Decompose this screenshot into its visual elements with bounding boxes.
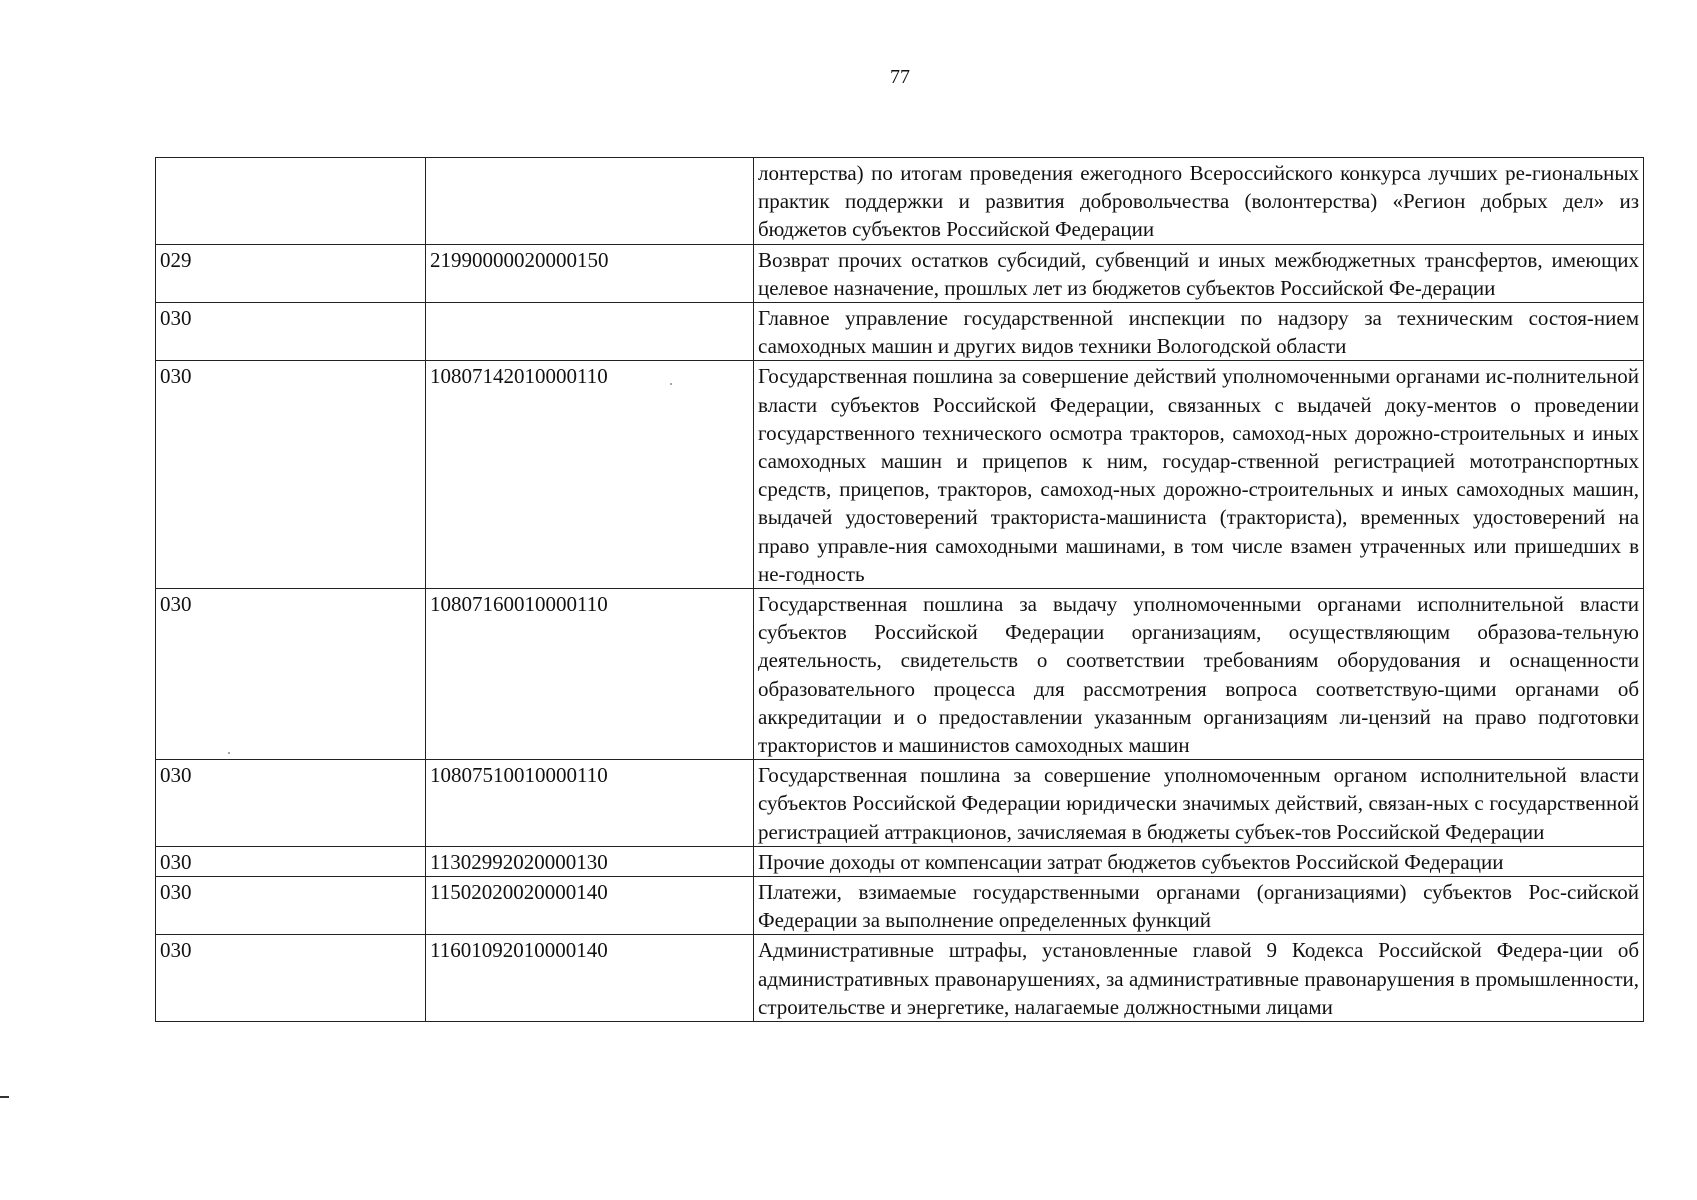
- budget-code-cell: 10807510010000110: [426, 760, 754, 847]
- description-cell: Платежи, взимаемые государственными органами (организациями) субъектов Рос-сийской Федерации за выполнение определенных функций: [754, 877, 1644, 935]
- budget-code-cell: 10807160010000110: [426, 589, 754, 760]
- table-row: [156, 935, 1644, 1022]
- description-cell: Возврат прочих остатков субсидий, субвенций и иных межбюджетных трансфертов, имеющих целевое назначение, прошлых лет из бюджетов субъектов Российской Фе-дерации: [754, 244, 1644, 302]
- scan-speck: [670, 383, 672, 385]
- admin-code-cell: 030: [156, 361, 426, 589]
- admin-code-cell: 030: [156, 935, 426, 1022]
- description-cell: Прочие доходы от компенсации затрат бюджетов субъектов Российской Федерации: [754, 846, 1644, 876]
- budget-code-table: [155, 157, 1644, 1022]
- table-row: [156, 303, 1644, 361]
- page-number: 77: [890, 66, 910, 88]
- admin-code-cell: 030: [156, 877, 426, 935]
- description-cell: Государственная пошлина за совершение действий уполномоченными органами ис-полнительной власти субъектов Российской Федерации, связанных с выдачей доку-ментов о проведении государственного технического осмотра тракторов, самоход-ных дорожно-строительных и иных самоходных машин и прицепов к ним, государ-ственной регистрацией мототранспортных средств, прицепов, тракторов, самоход-ных дорожно-строительных и иных самоходных машин, выдачей удостоверений тракториста-машиниста (тракториста), временных удостоверений на право управле-ния самоходными машинами, в том числе взамен утраченных или пришедших в не-годность: [754, 361, 1644, 589]
- admin-code-cell: [156, 158, 426, 245]
- budget-code-cell: [426, 303, 754, 361]
- admin-code-cell: 030: [156, 303, 426, 361]
- table-row: [156, 877, 1644, 935]
- budget-code-cell: 11502020020000140: [426, 877, 754, 935]
- description-cell: лонтерства) по итогам проведения ежегодного Всероссийского конкурса лучших ре-гиональных практик поддержки и развития добровольчества (волонтерства) «Регион добрых дел» из бюджетов субъектов Российской Федерации: [754, 158, 1644, 245]
- table-row: [156, 361, 1644, 589]
- margin-mark: [0, 1096, 9, 1098]
- admin-code-cell: 030: [156, 846, 426, 876]
- admin-code-cell: 030: [156, 760, 426, 847]
- description-cell: Государственная пошлина за совершение уполномоченным органом исполнительной власти субъектов Российской Федерации юридически значимых действий, связан-ных с государственной регистрацией аттракционов, зачисляемая в бюджеты субъек-тов Российской Федерации: [754, 760, 1644, 847]
- admin-code-cell: 029: [156, 244, 426, 302]
- budget-code-cell: 11302992020000130: [426, 846, 754, 876]
- scan-speck: [228, 752, 230, 754]
- description-cell: Административные штрафы, установленные главой 9 Кодекса Российской Федера-ции об административных правонарушениях, за административные правонарушения в промышленности, строительстве и энергетике, налагаемые должностными лицами: [754, 935, 1644, 1022]
- budget-code-cell: 10807142010000110: [426, 361, 754, 589]
- description-cell: Государственная пошлина за выдачу уполномоченными органами исполнительной власти субъектов Российской Федерации организациям, осуществляющим образова-тельную деятельность, свидетельств о соответствии требованиям оборудования и оснащенности образовательного процесса для рассмотрения вопроса соответствую-щими органами об аккредитации и о предоставлении указанным организациям ли-цензий на право подготовки трактористов и машинистов самоходных машин: [754, 589, 1644, 760]
- budget-code-cell: [426, 158, 754, 245]
- table-row: [156, 760, 1644, 847]
- description-cell: Главное управление государственной инспекции по надзору за техническим состоя-нием самоходных машин и других видов техники Вологодской области: [754, 303, 1644, 361]
- table-row: [156, 846, 1644, 876]
- table-row: [156, 244, 1644, 302]
- budget-code-cell: 21990000020000150: [426, 244, 754, 302]
- admin-code-cell: 030: [156, 589, 426, 760]
- budget-code-cell: 11601092010000140: [426, 935, 754, 1022]
- table-row: [156, 589, 1644, 760]
- table-row: [156, 158, 1644, 245]
